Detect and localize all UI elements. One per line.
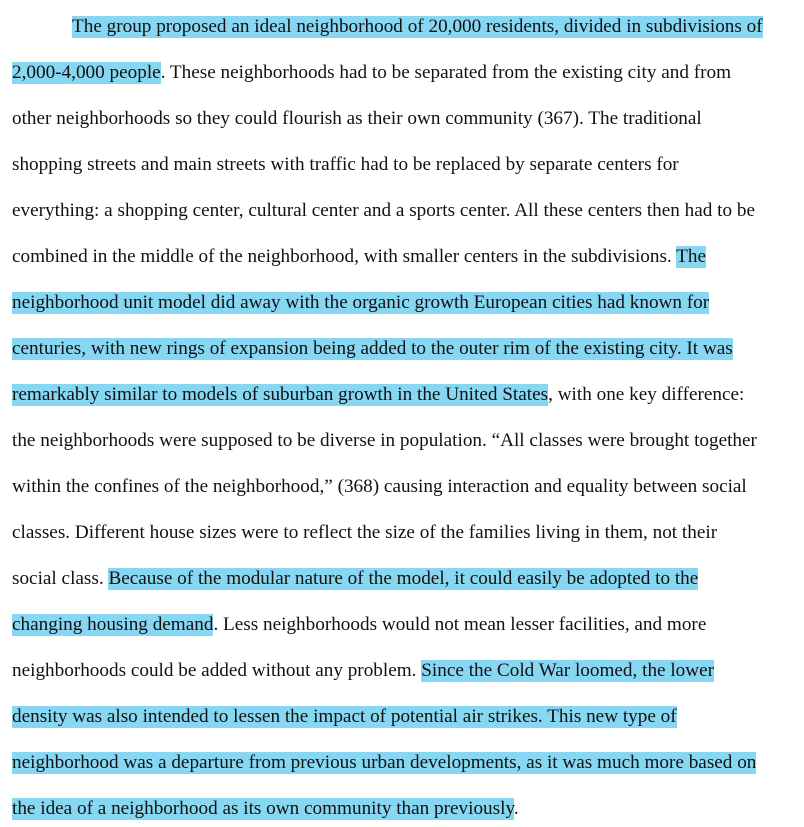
highlighted-text: Since the Cold War loomed, the lower [421,660,715,681]
text-line [12,705,677,729]
body-text: . [513,798,519,819]
body-text: , with one key difference: [548,384,745,405]
text-line [12,245,706,269]
text-line [12,429,757,453]
body-text: social class. [12,568,109,589]
highlighted-text: neighborhood unit model did away with the organic growth European cities had known for [12,292,710,313]
highlighted-text: 2,000-4,000 people [12,62,161,83]
text-line [72,15,763,39]
highlighted-text: Because of the modular nature of the model, it could easily be adopted to the [108,568,699,589]
body-text: . Less neighborhoods would not mean lesser facilities, and more [213,614,707,635]
body-text: the neighborhoods were supposed to be diverse in population. “All classes were brought together [12,430,757,451]
body-text: shopping streets and main streets with traffic had to be replaced by separate centers for [12,154,679,175]
body-text: within the confines of the neighborhood,” (368) causing interaction and equality between social [12,476,747,497]
text-line [12,475,747,499]
text-line [12,383,744,407]
text-line [12,153,679,177]
body-text: . These neighborhoods had to be separated from the existing city and from [160,62,732,83]
text-line [12,613,706,637]
body-text: neighborhoods could be added without any problem. [12,660,422,681]
text-line [12,107,702,131]
highlighted-text: The [676,246,707,267]
text-line [12,199,755,223]
highlighted-text: remarkably similar to models of suburban growth in the United States [12,384,549,405]
text-line [12,61,731,85]
highlighted-text: density was also intended to lessen the impact of potential air strikes. This new type of [12,706,677,727]
highlighted-text: centuries, with new rings of expansion being added to the outer rim of the existing city. It was [12,338,733,359]
text-line [12,521,717,545]
highlighted-text: The group proposed an ideal neighborhood of 20,000 residents, divided in subdivisions of [72,16,763,37]
body-text: classes. Different house sizes were to reflect the size of the families living in them, not their [12,522,718,543]
body-text: everything: a shopping center, cultural center and a sports center. All these centers then had to be [12,200,756,221]
highlighted-text: the idea of a neighborhood as its own community than previously [12,798,514,819]
body-text: other neighborhoods so they could flourish as their own community (367). The traditional [12,108,702,129]
highlighted-text: neighborhood was a departure from previous urban developments, as it was much more based on [12,752,757,773]
body-text: combined in the middle of the neighborhood, with smaller centers in the subdivisions. [12,246,677,267]
text-line [12,567,698,591]
text-line [12,337,733,361]
text-line [12,291,709,315]
text-line [12,751,756,775]
text-line [12,797,519,821]
highlighted-text: changing housing demand [12,614,214,635]
text-line [12,659,714,683]
